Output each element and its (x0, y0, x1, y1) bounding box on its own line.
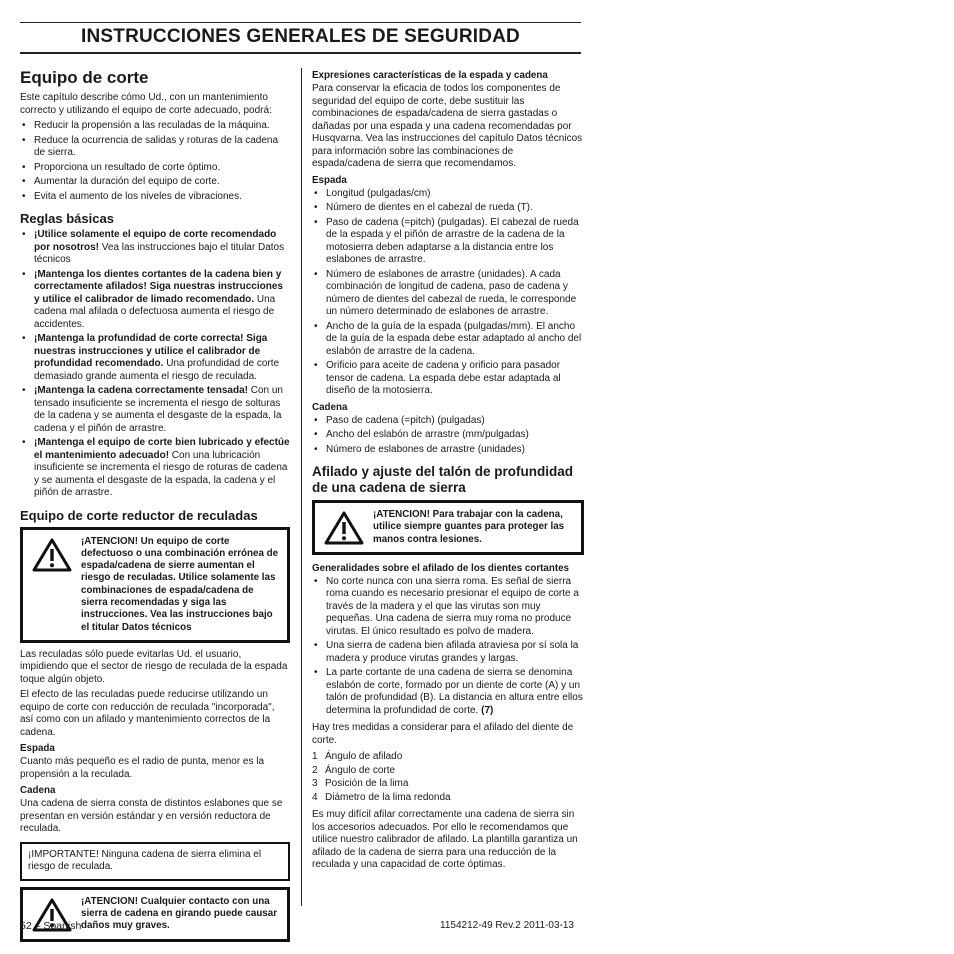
list-item: • Ancho del eslabón de arrastre (mm/pulgadas) (312, 429, 584, 442)
list-number: 2 (312, 764, 318, 776)
rule-bold: ¡Utilice solamente el equipo de corte recomendado por nosotros! (34, 229, 277, 253)
generalidades-list (312, 576, 584, 718)
paragraph: El efecto de las reculadas puede reducirse utilizando un equipo de corte con reducción de reculada "incorporada", así como con un afilado y mantenimiento correctos de la cadena. (20, 689, 275, 738)
list-item: • Número de eslabones de arrastre (unidades). A cada combinación de longitud de cadena, paso de cadena y número de dientes del cabezal de rueda, le corresponde un número determinado de eslabones de arrastre. (312, 269, 584, 319)
warning-triangle-icon (23, 536, 81, 572)
paragraph: Para conservar la eficacia de todos los componentes de seguridad del equipo de corte, debe sustituir las combinaciones de espada/cadena de sierra gastadas o dañadas por una espada y una cadena recomendadas por Husqvarna. Vea las instrucciones del capítulo Datos técnicos para información sobre las combinaciones de espada/cadena de sierra que recomendamos. (312, 83, 583, 169)
list-item-text: Ángulo de corte (325, 764, 396, 776)
rule-text: Vea las instrucciones bajo el titular Datos técnicos (34, 241, 285, 265)
page-number: 52 – Spanish (20, 920, 82, 932)
heading-reductor-reculadas: Equipo de corte reductor de reculadas (20, 507, 258, 523)
warning-text: ¡ATENCION! Cualquier contacto con una sierra de cadena en girando puede causar daños muy graves. (81, 895, 278, 932)
rule-text: Una cadena mal afilada o defectuosa aumenta el riesgo de accidentes. (34, 293, 276, 330)
list-item-text: Posición de la lima (325, 778, 409, 790)
intro-list (20, 120, 290, 203)
warning-box (20, 887, 290, 942)
list-item (312, 777, 584, 791)
list-item (312, 750, 584, 764)
list-item: • Número de eslabones de arrastre (unidades) (312, 444, 584, 457)
list-item (20, 385, 290, 435)
rule-bold: ¡Mantenga los dientes cortantes de la cadena bien y correctamente afilados! Siga nuestras instrucciones y utilice el calibrador de limado recomendado. (34, 268, 283, 305)
rule-bold: ¡Mantenga la cadena correctamente tensada! (34, 385, 248, 396)
header-rule-top (20, 22, 581, 23)
list-item (20, 437, 290, 500)
heading-reglas-basicas: Reglas básicas (20, 211, 114, 226)
list-item: • Proporciona un resultado de corte óptimo. (20, 162, 290, 175)
intro-paragraph: Este capítulo describe cómo Ud., con un mantenimiento correcto y utilizando el equipo de corte adecuado, podrá: (20, 92, 272, 116)
list-number: 3 (312, 778, 318, 790)
list-number: 1 (312, 751, 318, 763)
warning-triangle-icon (315, 509, 373, 545)
list-item: • No corte nunca con una sierra roma. Es señal de sierra roma cuando es necesario presionar el equipo de corte a través de la madera y el que las virutas son muy pequeñas. Una cadena de sierra muy roma no produce virutas. El único resultado es polvo de madera. (312, 576, 584, 639)
rule-bold: ¡Mantenga el equipo de corte bien lubricado y efectúe el mantenimiento adecuado! (34, 437, 290, 461)
subheading-espada: Espada (20, 743, 55, 755)
figure-ref: (7) (481, 704, 494, 716)
subheading-cadena: Cadena (20, 785, 56, 797)
list-item: • Una sierra de cadena bien afilada atraviesa por sí sola la madera y produce virutas grandes y largas. (312, 640, 584, 665)
list-item: • Reduce la ocurrencia de salidas y roturas de la cadena de sierra. (20, 135, 290, 160)
reglas-list (20, 229, 290, 500)
subheading-cadena: Cadena (312, 401, 348, 413)
rule-text: Con un tensado insuficiente se incrementa el riesgo de solturas de la cadena y se aumenta el desgaste de la espada, la cadena y el piñón de arrastre. (34, 385, 283, 434)
warning-text: ¡ATENCION! Un equipo de corte defectuoso o una combinación errónea de espada/cadena de sierre aumentan el riesgo de reculadas. Utilice solamente las combinaciones de espada/cadena de sierra recomendadas y siga las instrucciones. Vea las instrucciones bajo el titular Datos técnicos (81, 535, 279, 633)
list-item: • Evita el aumento de los niveles de vibraciones. (20, 191, 290, 204)
medidas-list (312, 750, 584, 804)
list-item-text: Diámetro de la lima redonda (325, 791, 451, 803)
paragraph: Las reculadas sólo puede evitarlas Ud. el usuario, impidiendo que el sector de riesgo de reculada de la espada toque algún objeto. (20, 648, 288, 685)
rule-bold: ¡Mantenga la profundidad de corte correcta! Siga nuestras instrucciones y utilice el calibrador de profundidad recomendado. (34, 333, 268, 369)
heading-afilado: Afilado y ajuste del talón de profundidad de una cadena de sierra (312, 464, 574, 495)
page-title: INSTRUCCIONES GENERALES DE SEGURIDAD (81, 26, 520, 47)
warning-text: ¡ATENCION! Para trabajar con la cadena, utilice siempre guantes para proteger las manos contra lesiones. (373, 509, 565, 545)
list-item: • Longitud (pulgadas/cm) (312, 188, 584, 201)
paragraph: Cuanto más pequeño es el radio de punta, menor es la propensión a la reculada. (20, 756, 265, 780)
list-item (312, 667, 584, 717)
list-item (312, 791, 584, 805)
warning-box (20, 527, 290, 643)
left-column (20, 68, 290, 948)
important-note-box: ¡IMPORTANTE! Ninguna cadena de sierra elimina el riesgo de reculada. (20, 842, 290, 881)
paragraph: Hay tres medidas a considerar para el afilado del diente de corte. (312, 722, 574, 746)
document-code: 1154212-49 Rev.2 2011-03-13 (440, 920, 574, 931)
subheading-generalidades: Generalidades sobre el afilado de los dientes cortantes (312, 562, 569, 574)
right-column (302, 68, 584, 875)
list-item: • Ancho de la guía de la espada (pulgadas/mm). El ancho de la guía de la espada debe estar adaptado al ancho del eslabón de arrastre de la cadena. (312, 321, 584, 359)
subheading-espada: Espada (312, 174, 347, 186)
list-item: • Número de dientes en el cabezal de rueda (T). (312, 202, 584, 215)
list-item: • Reducir la propensión a las reculadas de la máquina. (20, 120, 290, 133)
paragraph: Es muy difícil afilar correctamente una cadena de sierra sin los accesorios adecuados. Por ello le recomendamos que utilice nuestro calibrador de afilado. La plantilla garantiza un afilado de la cadena de sierra para una reducción de la reculada y una capacidad de corte óptimas. (312, 809, 578, 871)
list-item: • Paso de cadena (=pitch) (pulgadas). El cabezal de rueda de la espada y el piñón de arrastre de la cadena de la motosierra deben adaptarse a la distancia entre los eslabones de arrastre. (312, 217, 584, 267)
list-item (20, 333, 290, 383)
paragraph: Una cadena de sierra consta de distintos eslabones que se presentan en versión estándar y en versión reductora de reculada. (20, 798, 283, 835)
list-item-text: Ángulo de afilado (325, 751, 403, 763)
list-item: • Paso de cadena (=pitch) (pulgadas) (312, 415, 584, 428)
heading-equipo-de-corte: Equipo de corte (20, 68, 149, 87)
list-item: • Orificio para aceite de cadena y orificio para pasador tensor de cadena. La espada debe estar adaptada al diseño de la motosierra. (312, 360, 584, 398)
espada-list (312, 188, 584, 398)
rule-text: Con una lubricación insuficiente se incrementa el riesgo de roturas de cadena y se aumenta el desgaste de la espada, la cadena y el piñón de arrastre. (34, 449, 288, 498)
list-item-text: La parte cortante de una cadena de sierra se denomina eslabón de corte, formado por un diente de corte (A) y un talón de profundidad (B). La distancia en altura entre ellos determina la profundidad de corte. (326, 667, 583, 716)
cadena-list (312, 415, 584, 457)
list-item (20, 269, 290, 332)
rule-text: Una profundidad de corte demasiado grande aumenta el riesgo de reculada. (34, 358, 280, 382)
warning-box (312, 500, 584, 555)
header-rule-bottom (20, 52, 581, 54)
list-item: • Aumentar la duración del equipo de corte. (20, 176, 290, 189)
list-item (20, 229, 290, 267)
list-number: 4 (312, 791, 318, 803)
subheading-expresiones: Expresiones características de la espada y cadena (312, 70, 548, 81)
list-item (312, 764, 584, 778)
